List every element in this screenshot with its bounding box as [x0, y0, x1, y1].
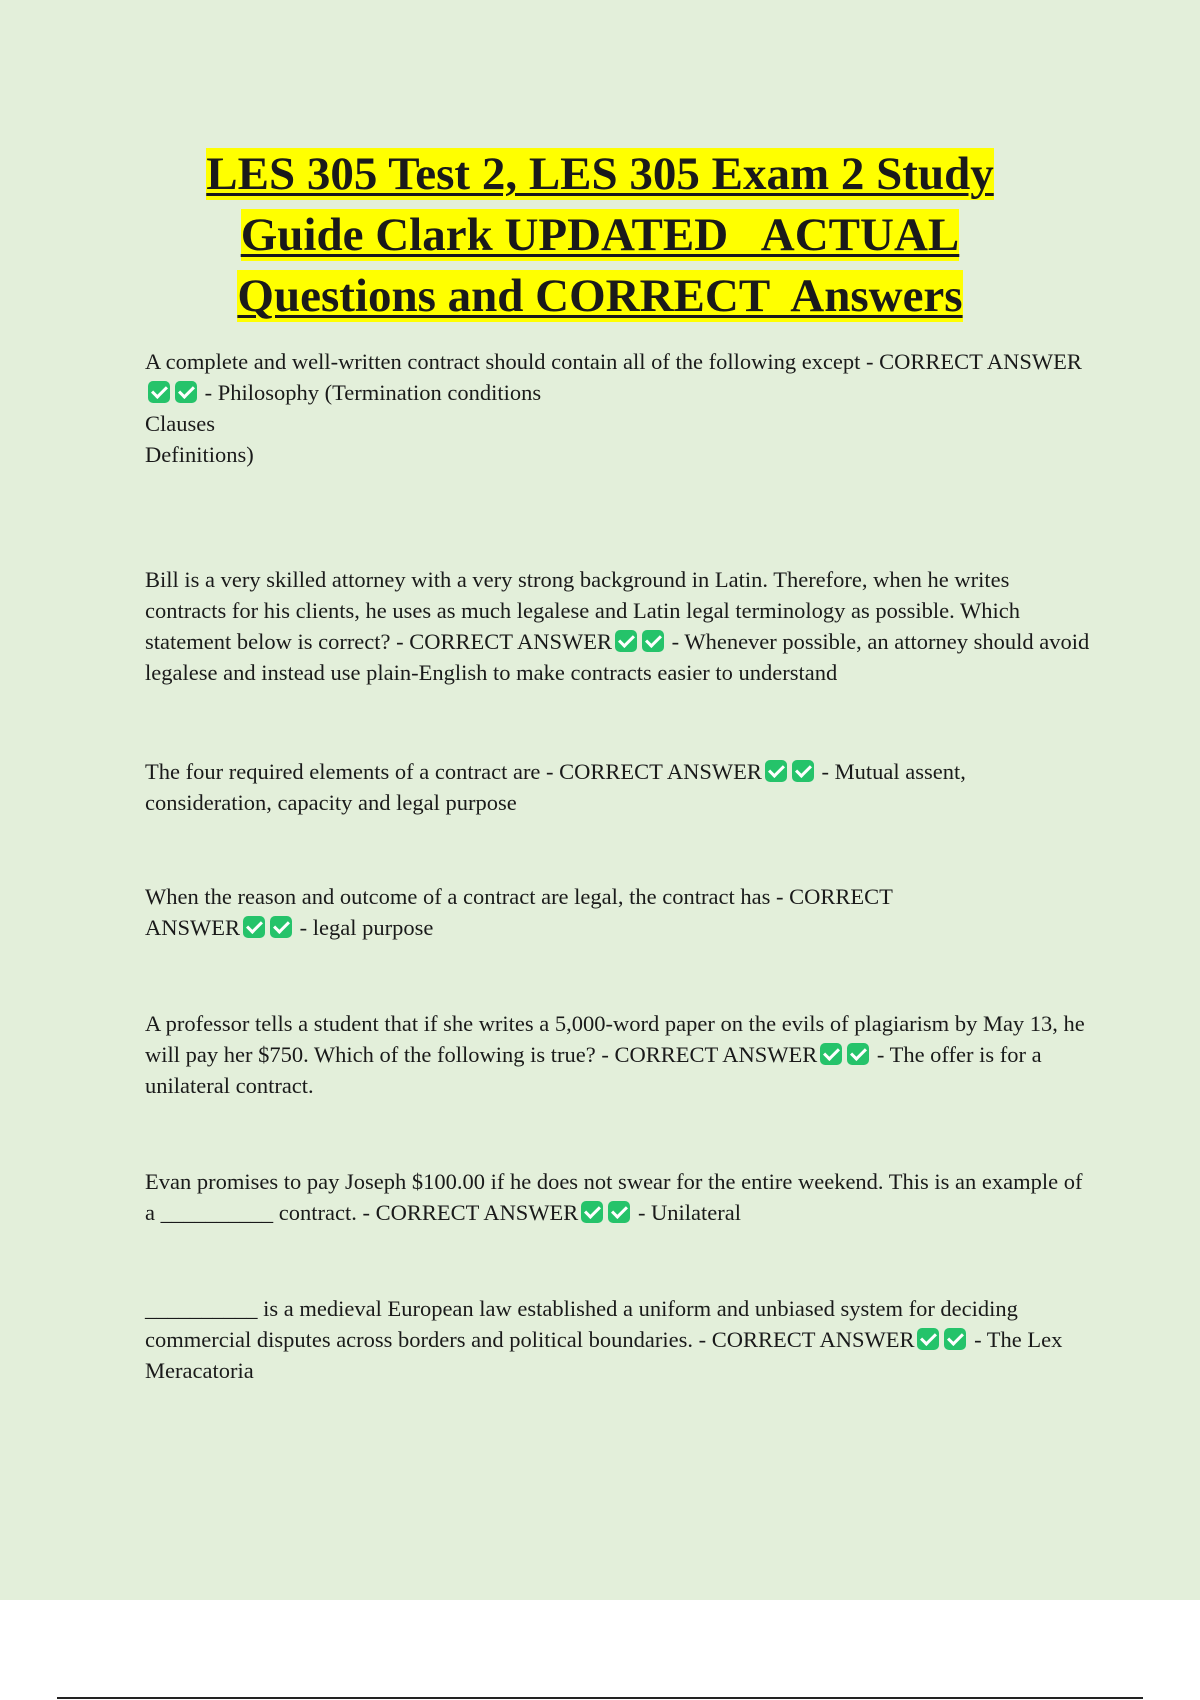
check-mark-icon — [792, 760, 814, 782]
check-mark-icon — [270, 916, 292, 938]
answer-text: - The offer is for a unilateral contract. — [145, 1042, 1042, 1098]
answer-continuation: Clauses — [145, 411, 215, 436]
answer-marker: - CORRECT ANSWER — [698, 1327, 915, 1352]
check-mark-icon — [847, 1043, 869, 1065]
title-line-1: LES 305 Test 2, LES 305 Exam 2 Study — [206, 148, 994, 200]
answer-text: - Mutual assent, consideration, capacity and legal purpose — [145, 759, 966, 815]
answer-text: - legal purpose — [299, 915, 434, 940]
check-mark-icon — [642, 630, 664, 652]
title-line-2: Guide Clark UPDATED ACTUAL — [240, 209, 960, 261]
check-mark-icon — [243, 916, 265, 938]
check-mark-icon — [581, 1201, 603, 1223]
check-mark-icon — [608, 1201, 630, 1223]
answer-continuation: Definitions) — [145, 442, 254, 467]
question-text: A complete and well-written contract should contain all of the following except — [145, 349, 861, 374]
qa-item — [145, 1008, 1095, 1101]
check-mark-icon — [820, 1043, 842, 1065]
answer-text: - The Lex Meracatoria — [145, 1327, 1063, 1383]
document-title — [0, 144, 1200, 327]
title-line-3: Questions and CORRECT Answers — [237, 270, 963, 322]
qa-item — [145, 881, 945, 943]
question-text: Evan promises to pay Joseph $100.00 if he does not swear for the entire weekend. This is an example of a __________ contract. — [145, 1169, 1083, 1225]
question-text: __________ is a medieval European law established a uniform and unbiased system for deciding commercial disputes across borders and political boundaries. — [145, 1296, 1018, 1352]
question-text: A professor tells a student that if she writes a 5,000-word paper on the evils of plagiarism by May 13, he will pay her $750. Which of the following is true? — [145, 1011, 1085, 1067]
answer-marker: - CORRECT ANSWER — [601, 1042, 818, 1067]
answer-text: - Whenever possible, an attorney should avoid legalese and instead use plain-English to make contracts easier to understand — [145, 629, 1090, 685]
answer-marker: - CORRECT ANSWER — [546, 759, 762, 784]
check-mark-icon — [944, 1328, 966, 1350]
answer-text: - Philosophy (Termination conditions — [204, 380, 542, 405]
question-text: The four required elements of a contract are — [145, 759, 541, 784]
qa-item — [145, 346, 1095, 470]
answer-marker: - CORRECT ANSWER — [396, 629, 613, 654]
question-text: When the reason and outcome of a contract are legal, the contract has — [145, 884, 771, 909]
answer-text: - Unilateral — [637, 1200, 742, 1225]
qa-list — [145, 346, 1095, 1383]
check-mark-icon — [765, 760, 787, 782]
answer-marker: - CORRECT ANSWER — [866, 349, 1082, 374]
check-mark-icon — [175, 381, 197, 403]
answer-marker: - CORRECT ANSWER — [362, 1200, 579, 1225]
qa-item — [145, 1293, 1095, 1386]
answer-marker: - CORRECT ANSWER — [145, 884, 893, 940]
footer-divider — [57, 1697, 1143, 1699]
qa-item — [145, 756, 1095, 818]
question-text: Bill is a very skilled attorney with a very strong background in Latin. Therefore, when he writes contracts for his clients, he uses as much legalese and Latin legal terminology as possible. Which statement below is correct? — [145, 567, 1020, 654]
check-mark-icon — [917, 1328, 939, 1350]
qa-item — [145, 1166, 1095, 1228]
check-mark-icon — [148, 381, 170, 403]
check-mark-icon — [615, 630, 637, 652]
qa-item — [145, 564, 1095, 688]
